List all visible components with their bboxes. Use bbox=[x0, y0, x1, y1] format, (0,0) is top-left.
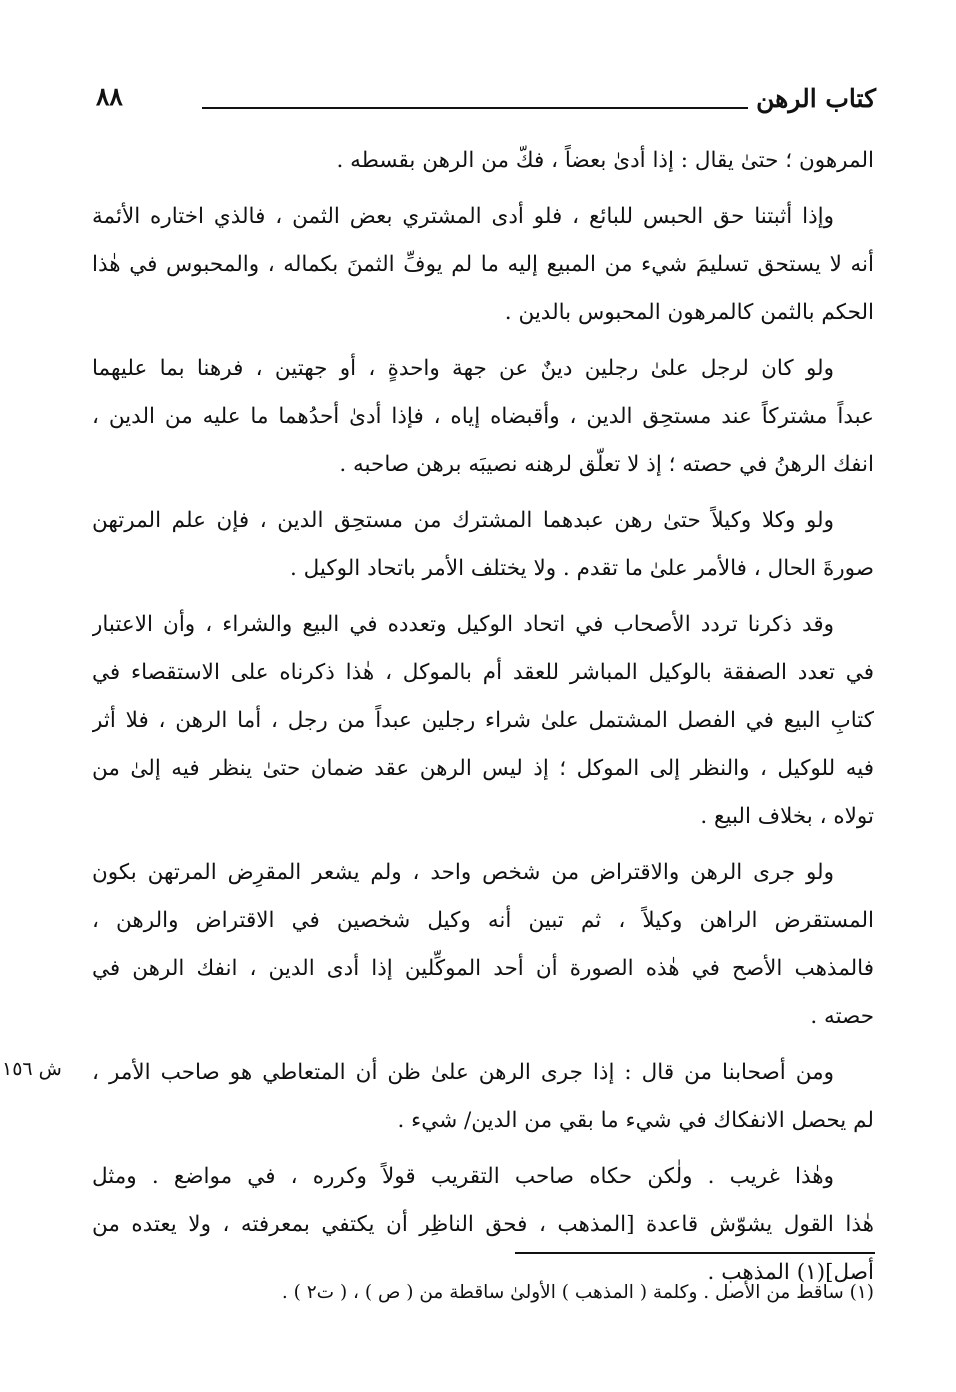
text-line: الحكم بالثمن كالمرهون المحبوس بالدين . bbox=[504, 300, 874, 325]
text-line: صورةَ الحال ، فالأمر علىٰ ما تقدم . ولا يختلف الأمر باتحاد الوكيل . bbox=[289, 556, 874, 581]
footnote: (١) ساقط من الأصل . وكلمة ( المذهب ) الأولىٰ ساقطة من ( ص ) ، ( ت٢ ) . bbox=[281, 1282, 874, 1303]
text-line: هٰذا القول يشوّش قاعدة [المذهب ، فحق الناظِر أن يكتفي بمعرفته ، ولا يعتده من bbox=[92, 1212, 874, 1237]
footnote-rule bbox=[515, 1252, 875, 1254]
page-number: ٨٨ bbox=[96, 82, 123, 111]
text-line: وهٰذا غريب . ولٰكن حكاه صاحب التقريب قولاً وكرره ، في مواضع . ومثل bbox=[92, 1164, 834, 1189]
margin-note: ش ١٥٦ bbox=[2, 1058, 62, 1080]
text-line: فيه للوكيل ، والنظر إلى الموكل ؛ إذ ليس الرهن عقد ضمان حتىٰ ينظر فيه إلىٰ من bbox=[92, 756, 874, 781]
text-line: وقد ذكرنا تردد الأصحاب في اتحاد الوكيل وتعدده في البيع والشراء ، وأن الاعتبار bbox=[92, 612, 834, 637]
text-line: ولو جرى الرهن والاقتراض من شخص واحد ، ولم يشعر المقرِض المرتهن بكون bbox=[92, 860, 834, 885]
paragraph bbox=[92, 601, 874, 841]
text-line: في تعدد الصفقة بالوكيل المباشر للعقد أم بالموكل ، هٰذا ذكرناه على الاستقصاء في bbox=[92, 660, 874, 685]
text-line: المستقرض الراهن وكيلاً ، ثم تبين أنه وكيل شخصين في الاقتراض والرهن ، bbox=[92, 908, 874, 933]
main-text bbox=[92, 137, 874, 1305]
text-line: حصته . bbox=[810, 1004, 874, 1029]
text-line: وإذا أثبتنا حق الحبس للبائع ، فلو أدى المشتري بعض الثمن ، فالذي اختاره الأئمة bbox=[92, 204, 834, 229]
text-line: ومن أصحابنا من قال : إذا جرى الرهن علىٰ ظن أن المتعاطي هو صاحب الأمر ، bbox=[92, 1060, 834, 1085]
text-line: انفك الرهنُ في حصته ؛ إذ لا تعلّق لرهنه نصيبَه برهن صاحبه . bbox=[339, 452, 874, 477]
paragraph bbox=[92, 345, 874, 489]
text-line: عبداً مشتركاً عند مستحِق الدين ، وأقبضاه إياه ، فإذا أدىٰ أحدُهما ما عليه من الدين ، bbox=[92, 404, 874, 429]
text-line: أنه لا يستحق تسليمَ شيء من المبيع إليه ما لم يوفِّ الثمنَ بكماله ، والمحبوس في هٰذا bbox=[92, 252, 874, 277]
text-line: فالمذهب الأصح في هٰذه الصورة أن أحد الموكِّلين إذا أدى الدين ، انفك الرهن في bbox=[92, 956, 874, 981]
paragraph bbox=[92, 1049, 874, 1145]
text-line: كتابِ البيع في الفصل المشتمل علىٰ شراء رجلين عبداً من رجل ، أما الرهن ، فلا أثر bbox=[92, 708, 874, 733]
text-line: ولو وكلا وكيلاً حتىٰ رهن عبدهما المشترك من مستحِق الدين ، فإن علم المرتهن bbox=[92, 508, 834, 533]
text-line: تولاه ، بخلاف البيع . bbox=[700, 804, 874, 829]
header-rule bbox=[202, 107, 748, 109]
text-line: أصل](١) المذهب . bbox=[707, 1260, 874, 1285]
paragraph bbox=[92, 137, 874, 185]
text-line: ولو كان لرجل علىٰ رجلين دينٌ عن جهة واحدةٍ ، أو جهتين ، فرهنا بما عليهما bbox=[92, 356, 834, 381]
paragraph bbox=[92, 193, 874, 337]
text-line: المرهون ؛ حتىٰ يقال : إذا أدىٰ بعضاً ، فكّ من الرهن بقسطه . bbox=[336, 148, 874, 173]
text-line: لم يحصل الانفكاك في شيء ما بقي من الدين/ شيء . bbox=[397, 1108, 874, 1133]
paragraph bbox=[92, 497, 874, 593]
paragraph bbox=[92, 1153, 874, 1297]
paragraph bbox=[92, 849, 874, 1041]
running-header bbox=[96, 84, 876, 124]
running-header-title: كتاب الرهن bbox=[756, 84, 876, 113]
